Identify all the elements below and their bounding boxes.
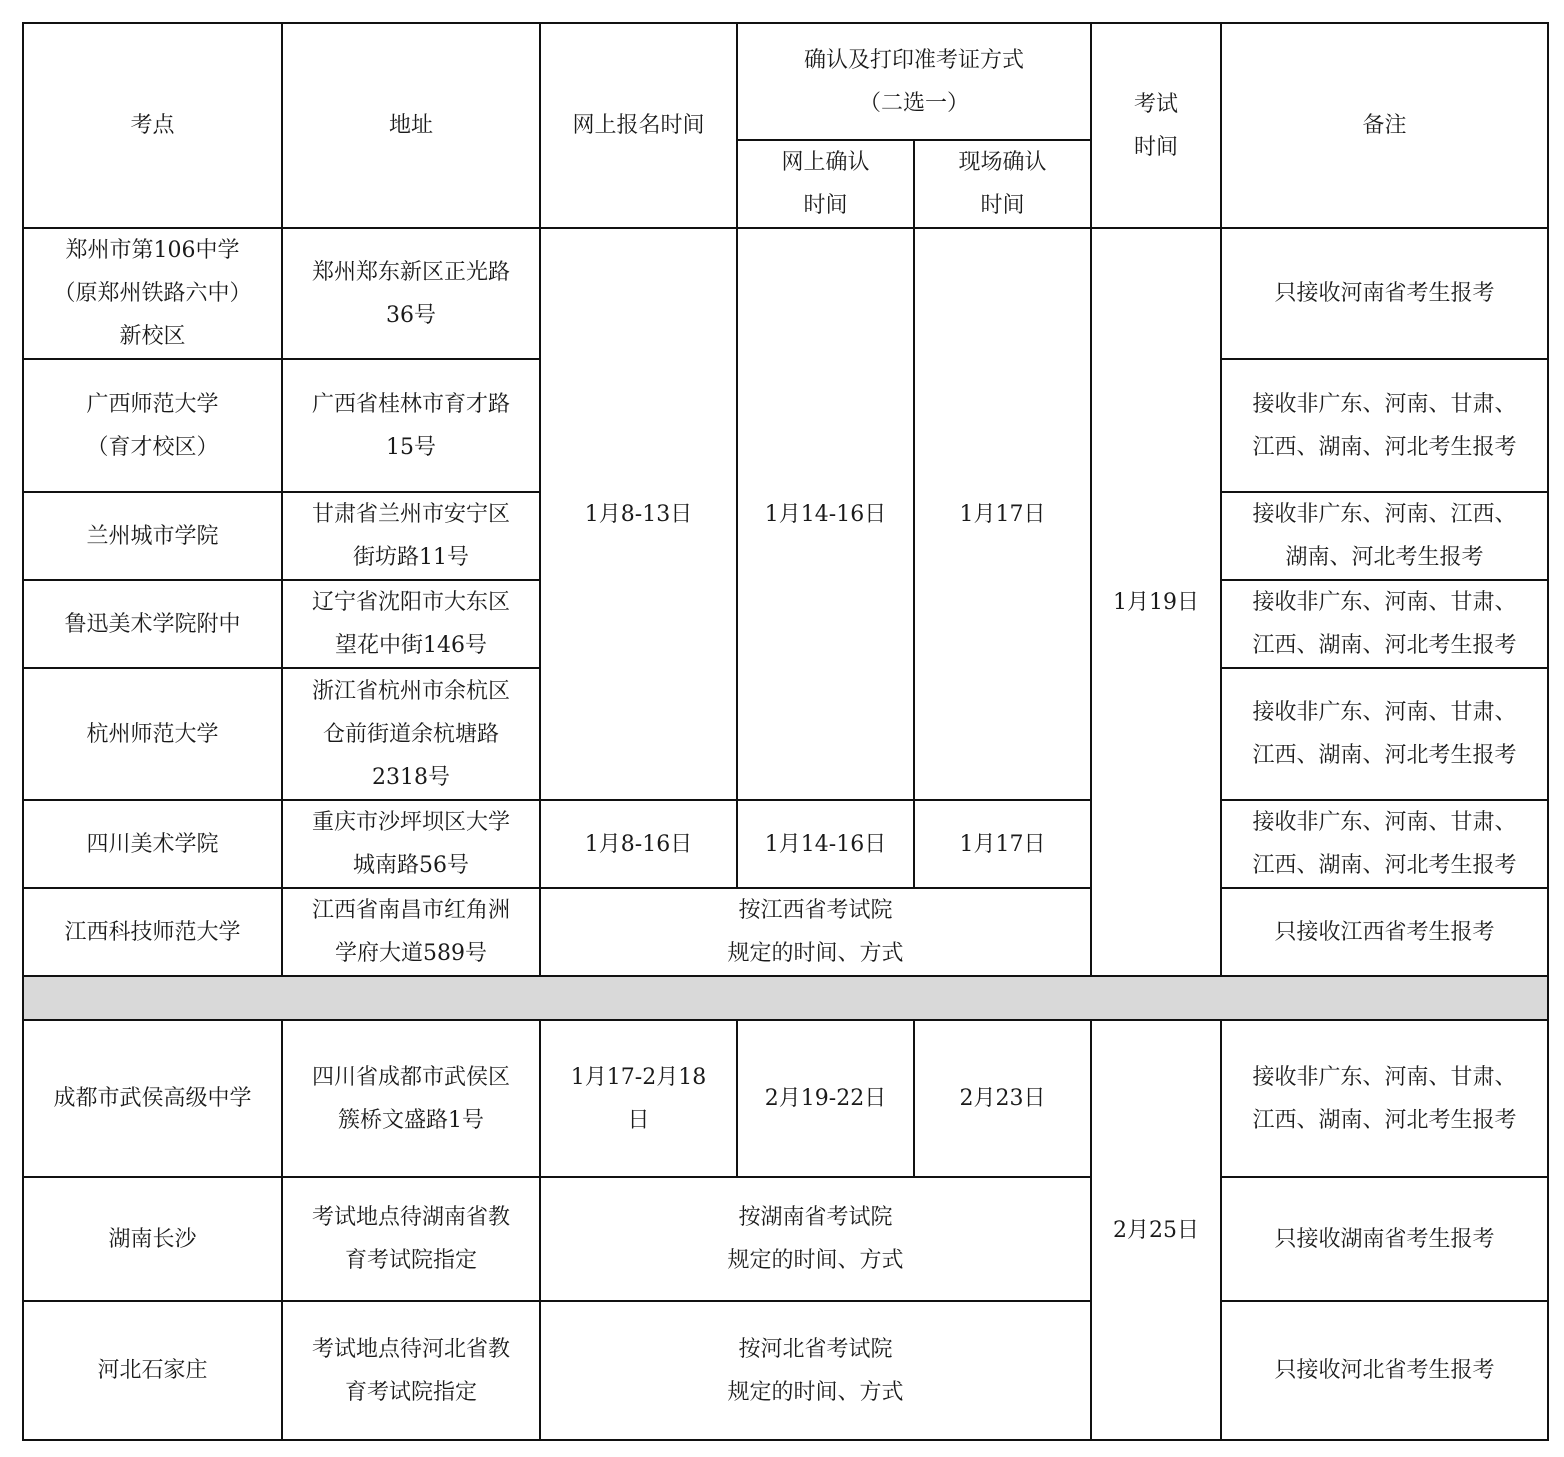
table-row xyxy=(23,888,1548,976)
separator-cell xyxy=(23,976,1548,1020)
header-onsite-confirm: 现场确认 时间 xyxy=(914,140,1091,228)
merged-confirm-cell: 按湖南省考试院 规定的时间、方式 xyxy=(540,1177,1091,1301)
notes-cell: 接收非广东、河南、江西、 湖南、河北考生报考 xyxy=(1221,492,1548,580)
site-cell: 鲁迅美术学院附中 xyxy=(23,580,282,668)
exam-sites-table xyxy=(22,22,1549,1441)
site-cell: 郑州市第106中学 （原郑州铁路六中） 新校区 xyxy=(23,228,282,359)
header-row xyxy=(23,23,1548,140)
header-address: 地址 xyxy=(282,23,540,228)
notes-cell: 只接收湖南省考生报考 xyxy=(1221,1177,1548,1301)
address-cell: 广西省桂林市育才路 15号 xyxy=(282,359,540,492)
address-cell: 辽宁省沈阳市大东区 望花中街146号 xyxy=(282,580,540,668)
site-cell: 江西科技师范大学 xyxy=(23,888,282,976)
address-cell: 考试地点待湖南省教 育考试院指定 xyxy=(282,1177,540,1301)
online-confirm-cell: 2月19-22日 xyxy=(737,1020,914,1177)
table-row xyxy=(23,1177,1548,1301)
address-cell: 江西省南昌市红角洲 学府大道589号 xyxy=(282,888,540,976)
site-cell: 兰州城市学院 xyxy=(23,492,282,580)
table-row xyxy=(23,228,1548,359)
table-row xyxy=(23,1301,1548,1440)
notes-cell: 只接收河南省考生报考 xyxy=(1221,228,1548,359)
table-row xyxy=(23,800,1548,888)
site-cell: 杭州师范大学 xyxy=(23,668,282,800)
site-cell: 湖南长沙 xyxy=(23,1177,282,1301)
exam-time-cell: 1月19日 xyxy=(1091,228,1221,976)
address-cell: 四川省成都市武侯区 簇桥文盛路1号 xyxy=(282,1020,540,1177)
notes-cell: 接收非广东、河南、甘肃、 江西、湖南、河北考生报考 xyxy=(1221,359,1548,492)
header-online-confirm: 网上确认 时间 xyxy=(737,140,914,228)
header-site: 考点 xyxy=(23,23,282,228)
site-cell: 河北石家庄 xyxy=(23,1301,282,1440)
online-confirm-cell: 1月14-16日 xyxy=(737,228,914,800)
online-confirm-cell: 1月14-16日 xyxy=(737,800,914,888)
merged-confirm-cell: 按河北省考试院 规定的时间、方式 xyxy=(540,1301,1091,1440)
header-notes: 备注 xyxy=(1221,23,1548,228)
address-cell: 重庆市沙坪坝区大学 城南路56号 xyxy=(282,800,540,888)
site-cell: 成都市武侯高级中学 xyxy=(23,1020,282,1177)
address-cell: 甘肃省兰州市安宁区 街坊路11号 xyxy=(282,492,540,580)
merged-confirm-cell: 按江西省考试院 规定的时间、方式 xyxy=(540,888,1091,976)
site-cell: 四川美术学院 xyxy=(23,800,282,888)
onsite-confirm-cell: 1月17日 xyxy=(914,800,1091,888)
header-online-registration: 网上报名时间 xyxy=(540,23,737,228)
exam-time-cell: 2月25日 xyxy=(1091,1020,1221,1440)
notes-cell: 接收非广东、河南、甘肃、 江西、湖南、河北考生报考 xyxy=(1221,800,1548,888)
header-exam-time: 考试 时间 xyxy=(1091,23,1221,228)
notes-cell: 接收非广东、河南、甘肃、 江西、湖南、河北考生报考 xyxy=(1221,1020,1548,1177)
onsite-confirm-cell: 2月23日 xyxy=(914,1020,1091,1177)
online-reg-cell: 1月17-2月18 日 xyxy=(540,1020,737,1177)
onsite-confirm-cell: 1月17日 xyxy=(914,228,1091,800)
header-confirm-method: 确认及打印准考证方式 （二选一） xyxy=(737,23,1091,140)
online-reg-cell: 1月8-13日 xyxy=(540,228,737,800)
separator-row xyxy=(23,976,1548,1020)
table-row xyxy=(23,1020,1548,1177)
address-cell: 考试地点待河北省教 育考试院指定 xyxy=(282,1301,540,1440)
notes-cell: 接收非广东、河南、甘肃、 江西、湖南、河北考生报考 xyxy=(1221,668,1548,800)
address-cell: 郑州郑东新区正光路 36号 xyxy=(282,228,540,359)
notes-cell: 只接收河北省考生报考 xyxy=(1221,1301,1548,1440)
address-cell: 浙江省杭州市余杭区 仓前街道余杭塘路 2318号 xyxy=(282,668,540,800)
notes-cell: 接收非广东、河南、甘肃、 江西、湖南、河北考生报考 xyxy=(1221,580,1548,668)
online-reg-cell: 1月8-16日 xyxy=(540,800,737,888)
notes-cell: 只接收江西省考生报考 xyxy=(1221,888,1548,976)
site-cell: 广西师范大学 （育才校区） xyxy=(23,359,282,492)
